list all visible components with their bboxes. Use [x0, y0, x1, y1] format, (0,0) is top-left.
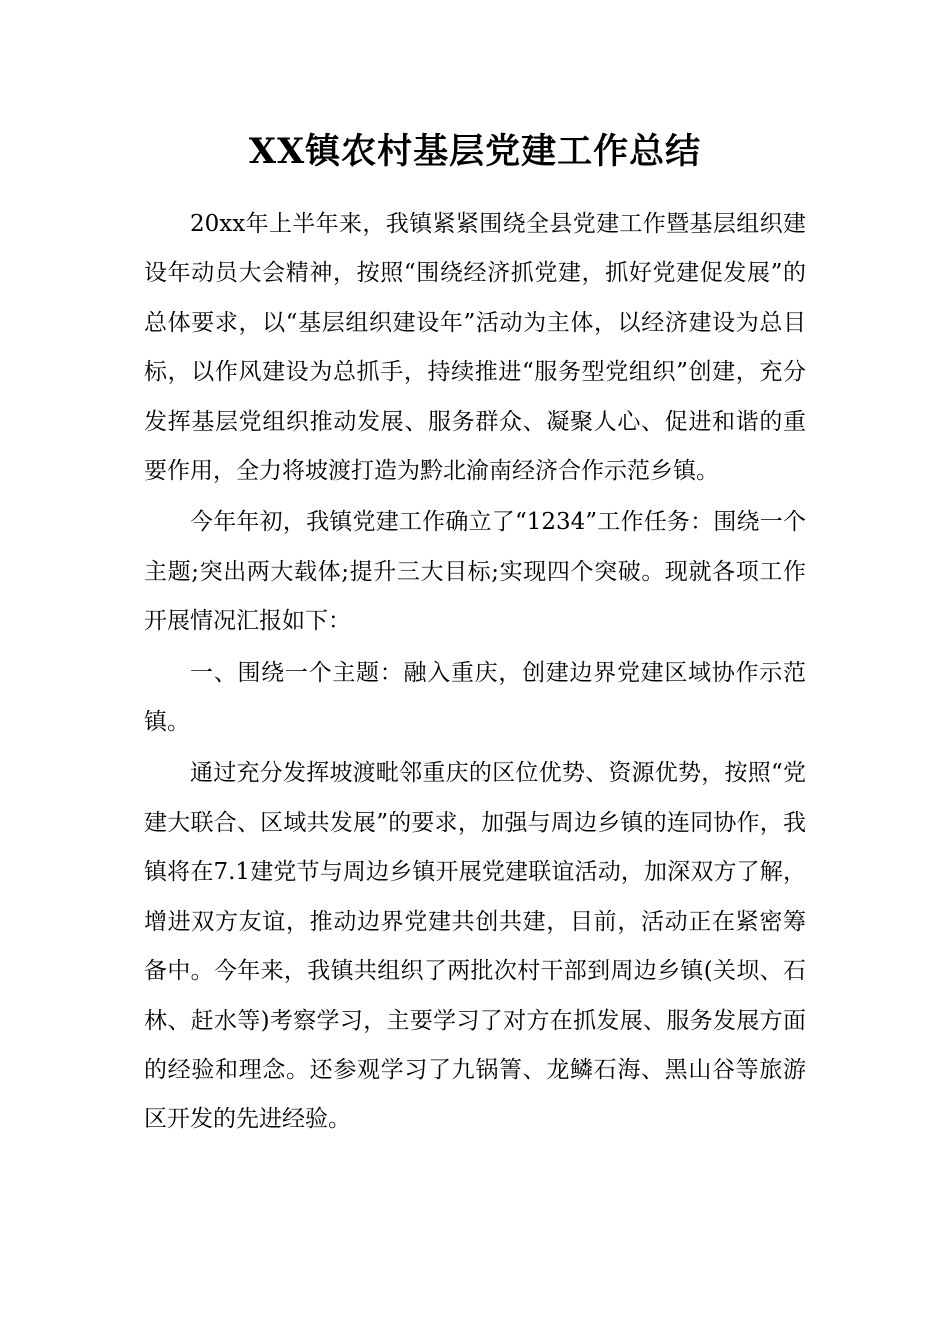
paragraph-section-one: 通过充分发挥坡渡毗邻重庆的区位优势、资源优势，按照“党建大联合、区域共发展”的要求，加强与周边乡镇的连同协作，我镇将在7.1建党节与周边乡镇开展党建联谊活动，加深双方了解，增进双方友谊，推动边界党建共创共建，目前，活动正在紧密筹备中。今年来，我镇共组织了两批次村干部到周边乡镇(关坝、石林、赶水等)考察学习，主要学习了对方在抓发展、服务发展方面的经验和理念。还参观学习了九锅箐、龙鳞石海、黑山谷等旅游区开发的先进经验。	[144, 760, 806, 1133]
document-title: XX镇农村基层党建工作总结	[248, 131, 702, 172]
document-body	[144, 200, 806, 1147]
section-heading-one: 一、围绕一个主题：融入重庆，创建边界党建区域协作示范镇。	[144, 659, 806, 736]
paragraph-intro: 20xx年上半年来，我镇紧紧围绕全县党建工作暨基层组织建设年动员大会精神，按照“围绕经济抓党建，抓好党建促发展”的总体要求，以“基层组织建设年”活动为主体，以经济建设为总目标，以作风建设为总抓手，持续推进“服务型党组织”创建，充分发挥基层党组织推动发展、服务群众、凝聚人心、促进和谐的重要作用，全力将坡渡打造为黔北渝南经济合作示范乡镇。	[144, 211, 806, 485]
paragraph-tasks: 今年年初，我镇党建工作确立了“1234”工作任务：围绕一个主题;突出两大载体;提升三大目标;实现四个突破。现就各项工作开展情况汇报如下：	[144, 509, 806, 635]
